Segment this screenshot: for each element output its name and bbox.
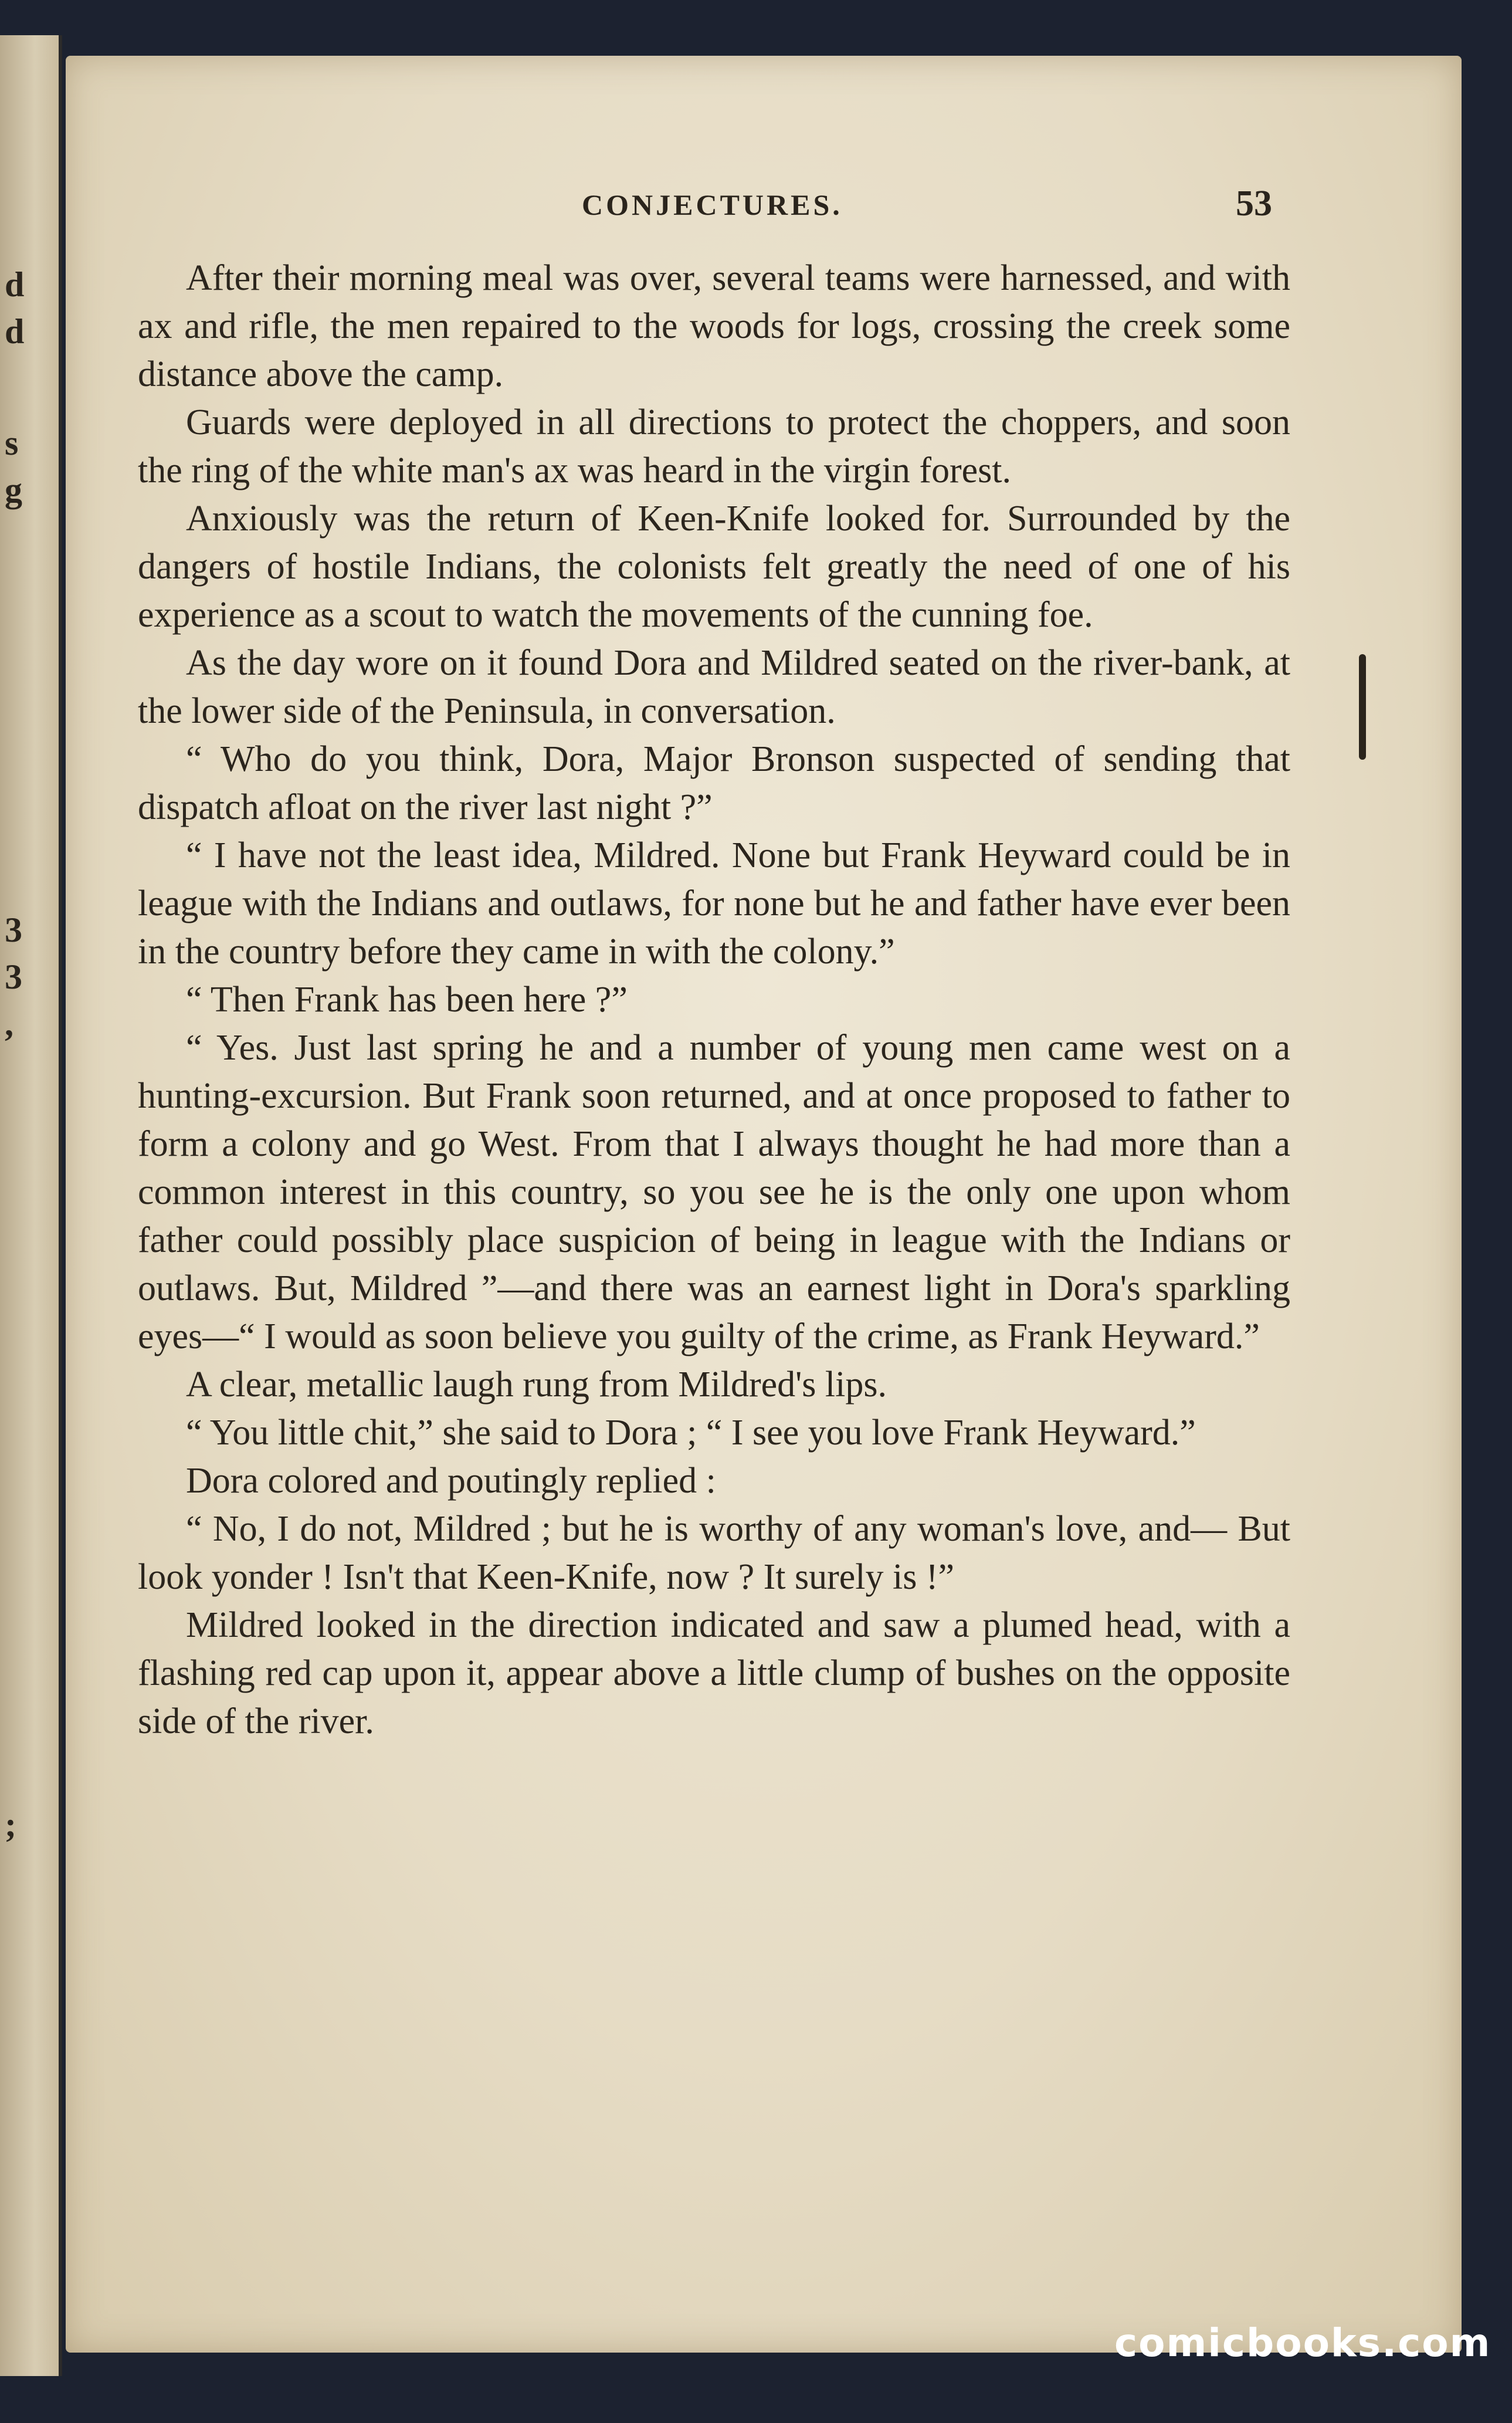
paragraph: “ You little chit,” she said to Dora ; “ I see you love Frank Heyward.” <box>186 1413 1196 1453</box>
paragraph: Mildred looked in the direction indicated and saw a plumed head, with a flashing red cap upon it, appear above a little clump of bushes on the opposite side of the river. <box>138 1605 1290 1741</box>
paragraph: Guards were deployed in all directions to protect the choppers, and soon the ring of the white man's ax was heard in the virgin forest. <box>138 402 1290 490</box>
left-page-edge <box>0 35 62 2376</box>
paragraph: After their morning meal was over, several teams were harnessed, and with ax and rifle, the men repaired to the woods for logs, crossing the creek some distance above the camp. <box>138 258 1290 394</box>
paragraph: As the day wore on it found Dora and Mildred seated on the river-bank, at the lower side of the Peninsula, in conversation. <box>138 643 1290 731</box>
paragraph: “ No, I do not, Mildred ; but he is worthy of any woman's love, and— But look yonder ! Isn't that Keen-Knife, now ? It surely is !” <box>138 1509 1290 1597</box>
left-page-fragment: d <box>5 265 25 304</box>
paragraph: “ Then Frank has been here ?” <box>186 980 628 1020</box>
body-text <box>138 254 1290 1745</box>
left-page-fragment: s <box>5 424 19 462</box>
paragraph: Anxiously was the return of Keen-Knife looked for. Surrounded by the dangers of hostile Indians, the colonists felt greatly the need of one of his experience as a scout to watch the movements of the cunning foe. <box>138 499 1290 635</box>
left-page-fragment: ; <box>5 1805 16 1844</box>
left-page-fragment: 3 <box>5 957 22 996</box>
running-head <box>66 184 1462 235</box>
paragraph: “ I have not the least idea, Mildred. None but Frank Heyward could be in league with the Indians and outlaws, for none but he and father have ever been in the country before they came in with the colony.” <box>138 835 1290 972</box>
left-page-fragment: d <box>5 312 25 351</box>
watermark: comicbooks.com <box>1114 2320 1491 2366</box>
paragraph: A clear, metallic laugh rung from Mildred's lips. <box>186 1365 887 1405</box>
paragraph: “ Who do you think, Dora, Major Bronson suspected of sending that dispatch afloat on the river last night ?” <box>138 739 1290 827</box>
left-page-fragment: , <box>5 1004 13 1043</box>
left-page-fragment: 3 <box>5 911 22 949</box>
book-page <box>66 56 1462 2353</box>
running-title: CONJECTURES. <box>582 188 843 221</box>
margin-mark <box>1359 654 1366 760</box>
left-page-fragment: g <box>5 471 22 509</box>
page-number: 53 <box>1236 184 1272 224</box>
paragraph: “ Yes. Just last spring he and a number of young men came west on a hunting-excursion. But Frank soon returned, and at once proposed to father to form a colony and go West. From that I always thought he had more than a common interest in this country, so you see he is the only one upon whom father could possibly place suspicion of being in league with the Indians or outlaws. But, Mildred ”—and there was an earnest light in Dora's sparkling eyes—“ I would as soon believe you guilty of the crime, as Frank Heyward.” <box>138 1028 1290 1356</box>
paragraph: Dora colored and poutingly replied : <box>186 1461 716 1501</box>
